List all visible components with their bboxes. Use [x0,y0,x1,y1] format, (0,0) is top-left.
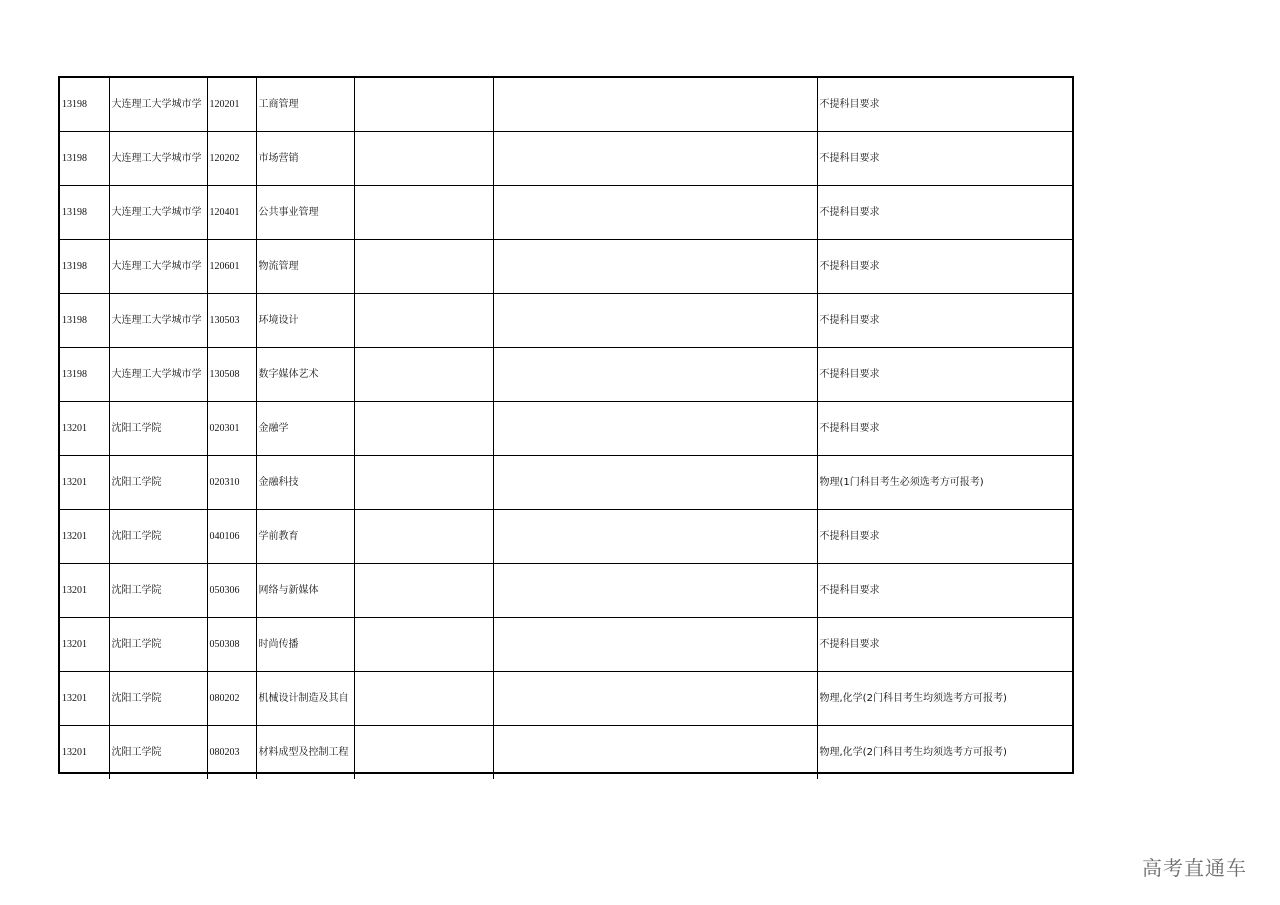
school-code-cell: 13201 [60,564,109,618]
empty-cell [354,186,493,240]
table-row [60,78,1074,132]
school-code-cell: 13198 [60,294,109,348]
major-name-cell: 环境设计 [256,294,354,348]
major-name-cell: 学前教育 [256,510,354,564]
major-code-cell: 130503 [207,294,256,348]
subject-requirement-cell: 不提科目要求 [817,294,1074,348]
school-name-cell: 沈阳工学院 [109,672,207,726]
subject-requirement-cell: 物理(1门科目考生必须选考方可报考) [817,456,1074,510]
empty-cell [354,456,493,510]
subject-requirement-cell: 不提科目要求 [817,348,1074,402]
empty-cell [493,348,817,402]
major-name-cell: 网络与新媒体 [256,564,354,618]
school-name-cell: 沈阳工学院 [109,618,207,672]
empty-cell [493,672,817,726]
subject-requirement-cell: 物理,化学(2门科目考生均须选考方可报考) [817,726,1074,780]
school-name-cell: 大连理工大学城市学 [109,78,207,132]
empty-cell [354,510,493,564]
major-code-cell: 020310 [207,456,256,510]
school-name-cell: 大连理工大学城市学 [109,240,207,294]
school-code-cell: 13201 [60,456,109,510]
major-code-cell: 080202 [207,672,256,726]
school-code-cell: 13201 [60,402,109,456]
empty-cell [493,294,817,348]
major-name-cell: 金融学 [256,402,354,456]
empty-cell [493,186,817,240]
empty-cell [493,240,817,294]
school-name-cell: 大连理工大学城市学 [109,294,207,348]
subject-requirement-cell: 不提科目要求 [817,510,1074,564]
table-row [60,564,1074,618]
empty-cell [493,618,817,672]
empty-cell [354,564,493,618]
empty-cell [493,510,817,564]
major-name-cell: 物流管理 [256,240,354,294]
empty-cell [354,240,493,294]
major-code-cell: 020301 [207,402,256,456]
school-name-cell: 沈阳工学院 [109,564,207,618]
major-name-cell: 公共事业管理 [256,186,354,240]
table-row [60,456,1074,510]
table-row [60,402,1074,456]
subject-requirement-cell: 不提科目要求 [817,132,1074,186]
subject-requirement-cell: 不提科目要求 [817,186,1074,240]
major-name-cell: 金融科技 [256,456,354,510]
major-code-cell: 050308 [207,618,256,672]
school-code-cell: 13201 [60,510,109,564]
table-row [60,240,1074,294]
empty-cell [493,402,817,456]
major-code-cell: 050306 [207,564,256,618]
major-name-cell: 材料成型及控制工程 [256,726,354,780]
empty-cell [493,726,817,780]
major-code-cell: 120601 [207,240,256,294]
school-code-cell: 13198 [60,240,109,294]
school-code-cell: 13198 [60,186,109,240]
table-row [60,294,1074,348]
school-code-cell: 13198 [60,78,109,132]
empty-cell [354,726,493,780]
school-code-cell: 13198 [60,132,109,186]
empty-cell [493,564,817,618]
empty-cell [354,672,493,726]
major-code-cell: 120201 [207,78,256,132]
major-code-cell: 130508 [207,348,256,402]
school-code-cell: 13201 [60,618,109,672]
table-row [60,618,1074,672]
empty-cell [493,78,817,132]
table-row [60,672,1074,726]
admission-requirements-table [58,76,1074,774]
empty-cell [354,132,493,186]
major-code-cell: 040106 [207,510,256,564]
major-name-cell: 机械设计制造及其自 [256,672,354,726]
empty-cell [354,78,493,132]
empty-cell [354,618,493,672]
empty-cell [354,294,493,348]
school-name-cell: 沈阳工学院 [109,456,207,510]
table-body [60,78,1074,779]
table-row [60,186,1074,240]
subject-requirement-cell: 物理,化学(2门科目考生均须选考方可报考) [817,672,1074,726]
table-row [60,510,1074,564]
school-code-cell: 13198 [60,348,109,402]
empty-cell [354,348,493,402]
subject-requirement-cell: 不提科目要求 [817,240,1074,294]
table-row [60,132,1074,186]
major-name-cell: 市场营销 [256,132,354,186]
school-name-cell: 沈阳工学院 [109,510,207,564]
major-name-cell: 工商管理 [256,78,354,132]
major-code-cell: 080203 [207,726,256,780]
major-name-cell: 数字媒体艺术 [256,348,354,402]
major-code-cell: 120401 [207,186,256,240]
school-name-cell: 大连理工大学城市学 [109,348,207,402]
subject-requirement-cell: 不提科目要求 [817,402,1074,456]
empty-cell [493,456,817,510]
requirements-grid [60,78,1074,779]
subject-requirement-cell: 不提科目要求 [817,618,1074,672]
school-code-cell: 13201 [60,672,109,726]
table-row [60,348,1074,402]
school-name-cell: 沈阳工学院 [109,402,207,456]
subject-requirement-cell: 不提科目要求 [817,78,1074,132]
subject-requirement-cell: 不提科目要求 [817,564,1074,618]
school-code-cell: 13201 [60,726,109,780]
empty-cell [493,132,817,186]
school-name-cell: 大连理工大学城市学 [109,186,207,240]
school-name-cell: 沈阳工学院 [109,726,207,780]
major-name-cell: 时尚传播 [256,618,354,672]
table-row [60,726,1074,780]
major-code-cell: 120202 [207,132,256,186]
watermark-text: 高考直通车 [1142,856,1247,880]
school-name-cell: 大连理工大学城市学 [109,132,207,186]
empty-cell [354,402,493,456]
